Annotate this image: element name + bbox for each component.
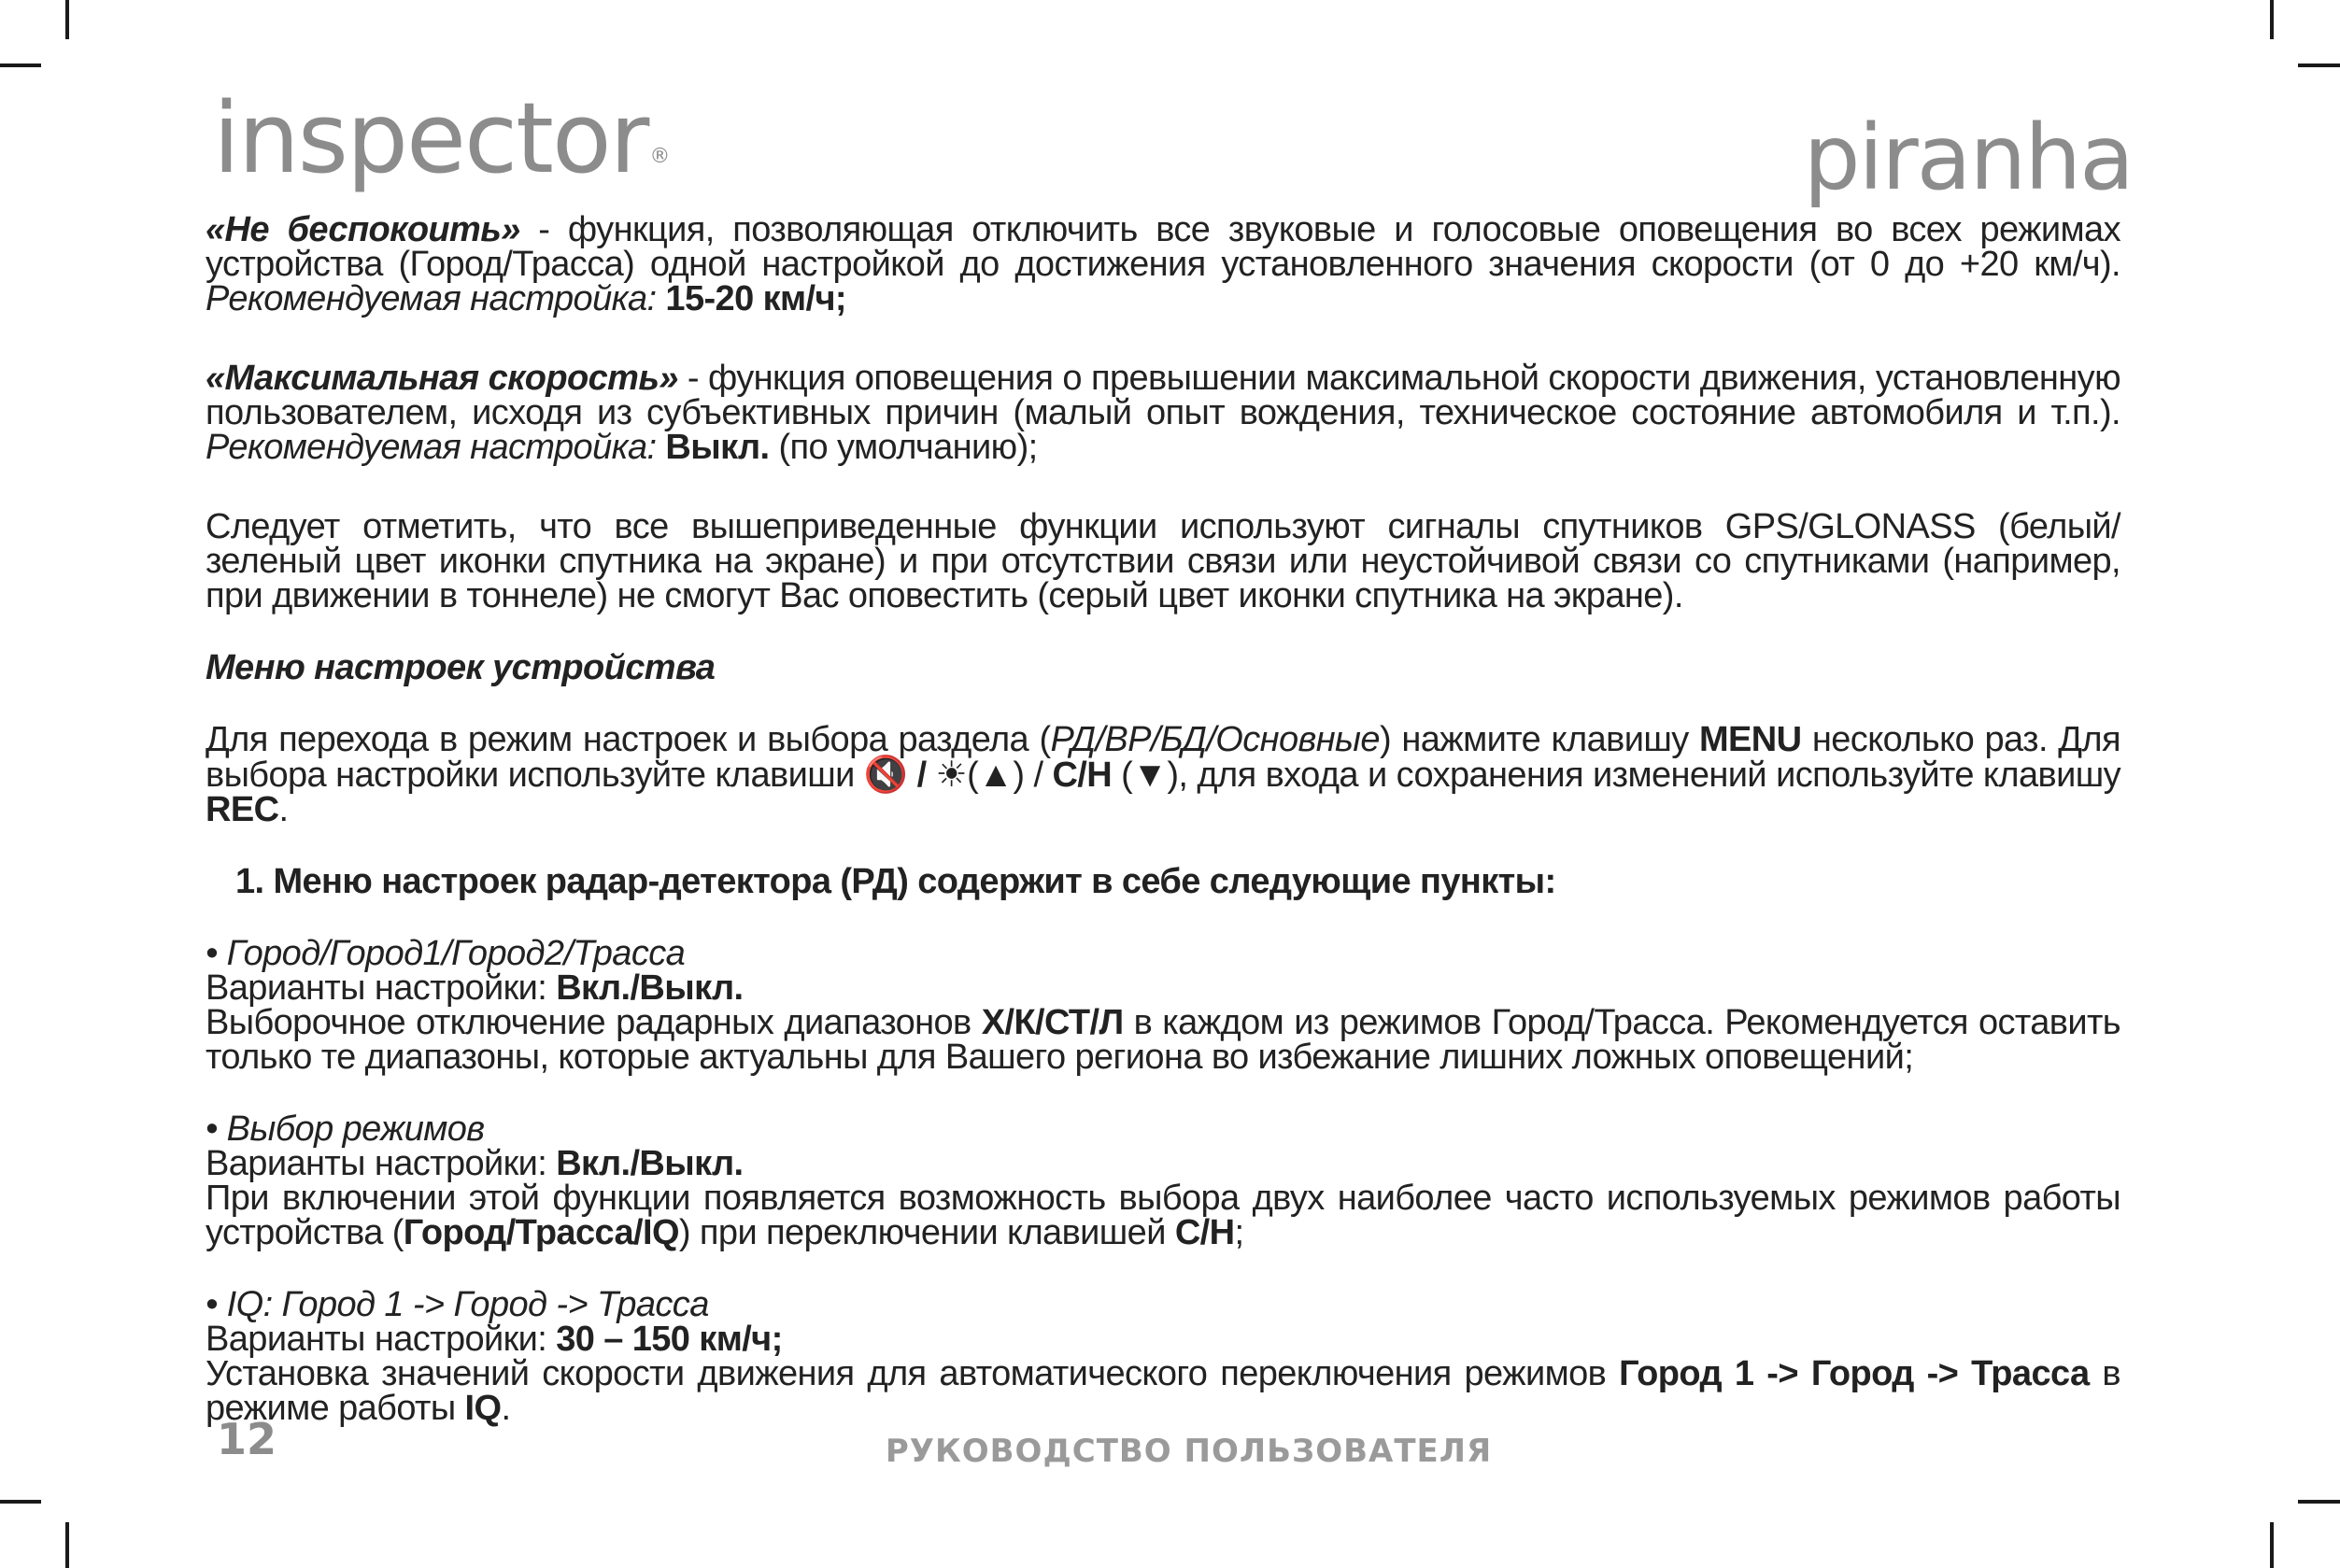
item-options (206, 968, 2120, 1008)
item-title: • Город/Город1/Город2/Трасса (206, 934, 686, 973)
crop-mark-top-left-v (65, 0, 69, 39)
description-text: При включении этой функции появляется возможность выбора двух наиболее часто используемых режимов работы устройства ( (206, 1179, 2120, 1252)
footer-title: РУКОВОДСТВО ПОЛЬЗОВАТЕЛЯ (885, 1433, 1493, 1470)
settings-text: / (907, 756, 936, 795)
settings-text: (▼), для входа и сохранения изменений используйте клавишу (1112, 756, 2120, 795)
page-number: 12 (217, 1414, 277, 1464)
inspector-logo (213, 80, 670, 197)
settings-menu-paragraph (206, 720, 2120, 829)
settings-menu-heading: Меню настроек устройства (206, 648, 716, 687)
recommended-label: Рекомендуемая настройка: (206, 428, 657, 467)
crop-mark-bottom-right-h (2298, 1500, 2340, 1504)
registered-mark: ® (649, 145, 671, 168)
options-label: Варианты настройки: (206, 1320, 557, 1359)
item-title: • IQ: Город 1 -> Город -> Трасса (206, 1285, 709, 1324)
description-text: Выборочное отключение радарных диапазонов (206, 1003, 982, 1042)
description-text: ) при переключении клавишей (678, 1213, 1175, 1252)
inspector-logo-text: inspector (213, 81, 648, 195)
brightness-icon: ☀ (935, 754, 968, 795)
settings-text: несколько раз. Для выбора настройки используйте клавиши (206, 720, 2120, 795)
item-description (206, 1354, 2120, 1428)
description-text: ; (1234, 1213, 1244, 1252)
crop-mark-bottom-left-v (65, 1522, 69, 1568)
mute-icon: 🔇 (863, 754, 908, 795)
gps-note-paragraph: Следует отметить, что все вышеприведенные функции используют сигналы спутников GPS/GLONASS (белый/зеленый цвет иконки спутника на экране) и при отсутствии связи или неустойчивой связи со спутниками (например, при движении в тоннеле) не смогут Вас оповестить (серый цвет иконки спутника на экране). (206, 507, 2120, 615)
settings-text: . (278, 790, 289, 829)
sections-list: РД/ВР/БД/Основные (1050, 720, 1380, 759)
options-label: Варианты настройки: (206, 968, 557, 1008)
list-item (206, 934, 2121, 1077)
item-description (206, 1003, 2121, 1077)
recommended-value: 15-20 км/ч; (656, 279, 846, 318)
do-not-disturb-paragraph (206, 210, 2120, 318)
crop-mark-bottom-right-v (2270, 1522, 2274, 1568)
crop-mark-top-right-v (2270, 0, 2274, 39)
modes-list: Город/Трасса/IQ (403, 1213, 679, 1252)
options-label: Варианты настройки: (206, 1144, 557, 1183)
max-speed-text: - функция оповещения о превышении максимальной скорости движения, установленную пользователем, исходя из субъективных причин (малый опыт вождения, техническое состояние автомобиля и т.п.). (206, 359, 2120, 432)
up-arrow-text: (▲) / (967, 756, 1053, 795)
rd-menu-heading: 1. Меню настроек радар-детектора (РД) содержит в себе следующие пункты: (235, 862, 1556, 901)
description-text: . (501, 1389, 511, 1428)
ch-key: С/Н (1174, 1213, 1235, 1252)
max-speed-paragraph (206, 361, 2120, 465)
item-options (206, 1144, 2120, 1183)
description-text: в каждом из режимов Город/Трасса. Рекомендуется оставить только те диапазоны, которые актуальны для Вашего региона во избежание лишних ложных оповещений; (206, 1003, 2121, 1077)
description-text: Установка значений скорости движения для автоматического переключения режимов (206, 1354, 1620, 1393)
max-speed-term: «Максимальная скорость» (206, 359, 678, 398)
options-value: 30 – 150 км/ч; (556, 1320, 783, 1359)
crop-mark-top-left-h (0, 64, 41, 67)
item-options (206, 1322, 2120, 1357)
menu-key: MENU (1699, 720, 1802, 759)
page-content (206, 210, 2121, 1428)
recommended-label: Рекомендуемая настройка: (206, 279, 657, 318)
recommended-tail: (по умолчанию); (769, 428, 1038, 467)
settings-text: ) нажмите клавишу (1379, 720, 1699, 759)
item-title: • Выбор режимов (206, 1109, 485, 1149)
recommended-value: Выкл. (656, 428, 770, 467)
description-text: в режиме работы (206, 1354, 2120, 1428)
list-item (206, 1285, 2120, 1428)
list-item (206, 1109, 2120, 1252)
rec-key: REC (206, 790, 279, 829)
item-description (206, 1181, 2120, 1250)
crop-mark-bottom-left-h (0, 1500, 41, 1504)
ch-key: С/Н (1052, 756, 1113, 795)
do-not-disturb-term: «Не беспокоить» (206, 210, 520, 249)
iq-mode: IQ (464, 1389, 502, 1428)
bands-list: Х/К/СТ/Л (981, 1003, 1124, 1042)
crop-mark-top-right-h (2298, 64, 2340, 67)
modes-sequence: Город 1 -> Город -> Трасса (1619, 1354, 2090, 1393)
settings-text: Для перехода в режим настроек и выбора раздела ( (206, 720, 1051, 759)
do-not-disturb-text: - функция, позволяющая отключить все звуковые и голосовые оповещения во всех режимах устройства (Город/Трасса) одной настройкой до достижения установленного значения скорости (от 0 до +20 км/ч). (206, 210, 2120, 284)
piranha-logo: piranha (1803, 106, 2133, 210)
options-value: Вкл./Выкл. (556, 1144, 744, 1183)
options-value: Вкл./Выкл. (556, 968, 744, 1008)
